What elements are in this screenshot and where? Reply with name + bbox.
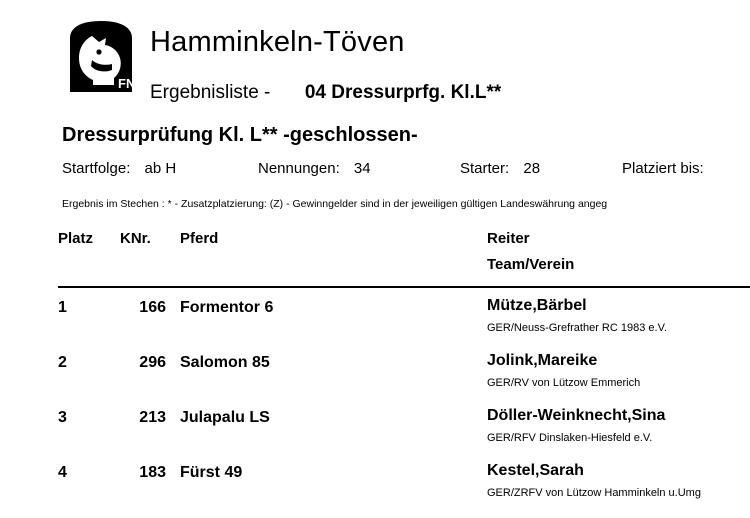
row-place: 2 [58, 354, 67, 371]
row-knr: 296 [139, 354, 166, 371]
info-row [62, 160, 750, 186]
info-starter [460, 160, 540, 177]
table-row [0, 402, 750, 457]
table-row [0, 347, 750, 402]
info-nennungen [258, 160, 371, 177]
row-knr: 166 [139, 299, 166, 316]
row-rider: Mütze,Bärbel [487, 297, 587, 314]
header-divider [58, 286, 750, 288]
info-nennungen-label: Nennungen: [258, 160, 340, 177]
row-place: 1 [58, 299, 67, 316]
row-club: GER/Neuss-Grefrather RC 1983 e.V. [487, 322, 667, 334]
table-row [0, 457, 750, 512]
row-knr: 183 [139, 464, 166, 481]
svg-text:FN: FN [118, 76, 136, 91]
table-header-row [0, 222, 750, 284]
info-starter-value: 28 [523, 160, 541, 177]
row-horse: Julapalu LS [180, 409, 270, 426]
row-club: GER/ZRFV von Lützow Hamminkeln u.Umg [487, 487, 701, 499]
row-rider: Kestel,Sarah [487, 462, 584, 479]
prize-money-notice: Ergebnis im Stechen : * - Zusatzplatzierung: (Z) - Gewinngelder sind in der jeweiligen gültigen Landeswährung angeg [62, 198, 608, 210]
row-club: GER/RFV Dinslaken-Hiesfeld e.V. [487, 432, 653, 444]
table-body [0, 292, 750, 512]
col-header-platz: Platz [58, 230, 94, 247]
competition-title: 04 Dressurprfg. Kl.L** [304, 82, 502, 103]
row-place: 4 [58, 464, 67, 481]
fn-horse-logo-icon [62, 18, 140, 96]
info-startfolge-label: Startfolge: [62, 160, 131, 177]
col-header-knr: KNr. [120, 230, 151, 247]
row-knr: 213 [139, 409, 166, 426]
row-rider: Döller-Weinknecht,Sina [487, 407, 666, 424]
class-title: Dressurprüfung Kl. L** -geschlossen- [62, 124, 418, 146]
row-club: GER/RV von Lützow Emmerich [487, 377, 641, 389]
info-platziert [622, 160, 714, 177]
document-header [0, 0, 750, 146]
info-platziert-label: Platziert bis: [622, 160, 704, 177]
row-rider: Jolink,Mareike [487, 352, 598, 369]
info-startfolge-value: ab H [144, 160, 177, 177]
row-horse: Salomon 85 [180, 354, 270, 371]
col-header-team: Team/Verein [487, 256, 575, 273]
venue-title: Hamminkeln-Töven [150, 26, 405, 58]
info-startfolge [62, 160, 176, 177]
col-header-pferd: Pferd [180, 230, 219, 247]
info-nennungen-value: 34 [353, 160, 371, 177]
list-subline [150, 82, 501, 108]
row-horse: Fürst 49 [180, 464, 243, 481]
info-starter-label: Starter: [460, 160, 510, 177]
col-header-reiter: Reiter [487, 230, 530, 247]
row-place: 3 [58, 409, 67, 426]
list-label: Ergebnisliste - [150, 82, 271, 103]
results-table [0, 222, 750, 499]
row-horse: Formentor 6 [180, 299, 274, 316]
table-row [0, 292, 750, 347]
